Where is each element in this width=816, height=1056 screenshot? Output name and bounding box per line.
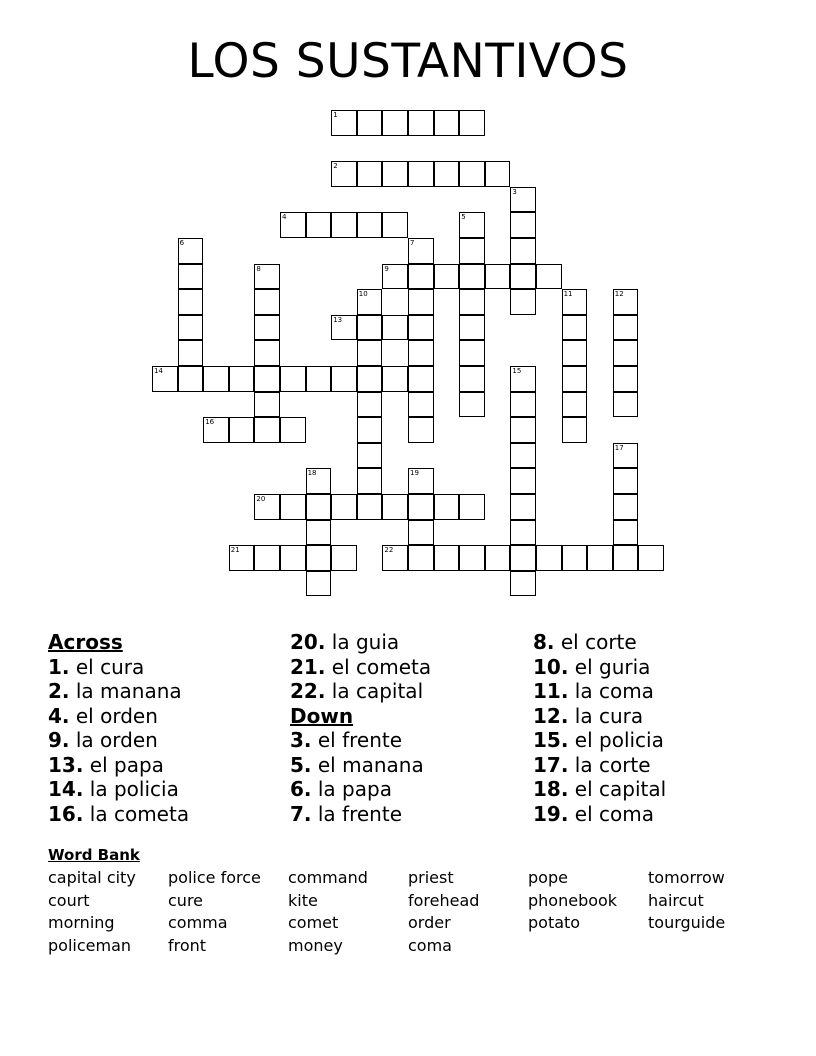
crossword-cell[interactable] bbox=[613, 468, 639, 494]
word-bank-item: forehead bbox=[408, 890, 480, 910]
clue bbox=[290, 753, 431, 778]
clue-number: 7. bbox=[290, 801, 312, 826]
clue-number: 5 bbox=[461, 213, 466, 222]
clue-text: la corte bbox=[568, 752, 651, 777]
clue bbox=[290, 728, 431, 753]
clue-number: 15 bbox=[512, 367, 522, 375]
crossword-cell[interactable] bbox=[562, 417, 588, 443]
crossword-cell[interactable] bbox=[408, 417, 434, 443]
clue-text: el cometa bbox=[325, 654, 432, 679]
clue bbox=[290, 802, 431, 827]
crossword-cell[interactable] bbox=[357, 392, 383, 418]
word-bank-item: policeman bbox=[48, 935, 132, 955]
clue-number: 16 bbox=[205, 418, 215, 427]
clues-column-1 bbox=[48, 630, 189, 826]
crossword-cell[interactable] bbox=[382, 366, 408, 392]
clue bbox=[533, 802, 666, 827]
crossword-cell[interactable] bbox=[613, 289, 639, 315]
word-bank-item: command bbox=[288, 868, 368, 887]
crossword-cell[interactable] bbox=[562, 289, 588, 315]
crossword-cell[interactable] bbox=[536, 264, 562, 290]
crossword-cell[interactable] bbox=[459, 161, 485, 187]
crossword-cell[interactable] bbox=[408, 161, 434, 187]
clue-number: 6 bbox=[179, 239, 185, 247]
crossword-cell[interactable] bbox=[434, 264, 460, 290]
crossword-cell[interactable] bbox=[331, 315, 357, 341]
word-bank-item: front bbox=[168, 935, 207, 955]
crossword-cell[interactable] bbox=[638, 545, 664, 571]
crossword-cell[interactable] bbox=[408, 494, 434, 520]
crossword-cell[interactable] bbox=[459, 289, 485, 315]
clue-number: 7 bbox=[410, 239, 415, 247]
word-bank-item: pope bbox=[528, 868, 568, 887]
crossword-cell[interactable] bbox=[510, 417, 536, 443]
clue-number: 22 bbox=[384, 546, 394, 555]
clue-text: el policia bbox=[568, 728, 664, 752]
clue-number: 21. bbox=[290, 654, 326, 679]
crossword-cell[interactable] bbox=[613, 392, 639, 418]
clue-text: la manana bbox=[69, 679, 182, 703]
crossword-cell[interactable] bbox=[382, 494, 408, 520]
crossword-cell[interactable] bbox=[306, 571, 332, 597]
crossword-cell[interactable] bbox=[510, 238, 536, 264]
clue bbox=[48, 802, 189, 827]
crossword-cell[interactable] bbox=[408, 315, 434, 341]
clue bbox=[48, 777, 189, 802]
crossword-cell[interactable] bbox=[178, 366, 204, 392]
crossword-cell[interactable] bbox=[459, 212, 485, 238]
crossword-cell[interactable] bbox=[613, 340, 639, 366]
crossword-cell[interactable] bbox=[178, 315, 204, 341]
crossword-cell[interactable] bbox=[306, 366, 332, 392]
crossword-cell[interactable] bbox=[510, 571, 536, 597]
crossword-cell[interactable] bbox=[357, 212, 383, 238]
clue-number: 17 bbox=[614, 443, 624, 452]
crossword-cell[interactable] bbox=[459, 110, 485, 136]
word-bank-item: tomorrow bbox=[648, 868, 725, 887]
crossword-cell[interactable] bbox=[510, 264, 536, 290]
crossword-cell[interactable] bbox=[562, 545, 588, 571]
crossword-cell[interactable] bbox=[459, 392, 485, 418]
crossword-cell[interactable] bbox=[178, 340, 204, 366]
word-bank-title: Word Bank bbox=[48, 846, 140, 864]
crossword-cell[interactable] bbox=[459, 366, 485, 392]
crossword-cell[interactable] bbox=[613, 494, 639, 520]
clue-number: 19 bbox=[410, 469, 419, 478]
clue-number: 14. bbox=[48, 777, 84, 801]
clue-number: 9 bbox=[384, 264, 389, 273]
crossword-cell[interactable] bbox=[562, 366, 588, 392]
clue-number: 22. bbox=[290, 679, 326, 703]
crossword-cell[interactable] bbox=[382, 264, 408, 290]
crossword-cell[interactable] bbox=[510, 289, 536, 315]
crossword-cell[interactable] bbox=[229, 366, 255, 392]
crossword-cell[interactable] bbox=[510, 392, 536, 418]
clue-number: 1. bbox=[48, 654, 70, 679]
clue-heading: Across bbox=[48, 630, 123, 654]
crossword-cell[interactable] bbox=[357, 366, 383, 392]
clue-number: 4 bbox=[282, 213, 287, 222]
crossword-cell[interactable] bbox=[382, 161, 408, 187]
crossword-cell[interactable] bbox=[254, 392, 280, 418]
crossword-cell[interactable] bbox=[280, 417, 306, 443]
crossword-cell[interactable] bbox=[408, 520, 434, 546]
crossword-cell[interactable] bbox=[306, 520, 332, 546]
clue bbox=[533, 704, 666, 729]
clue-number: 11 bbox=[563, 290, 573, 299]
crossword-cell[interactable] bbox=[408, 366, 434, 392]
crossword-cell[interactable] bbox=[434, 110, 460, 136]
crossword-cell[interactable] bbox=[562, 340, 588, 366]
crossword-cell[interactable] bbox=[306, 212, 332, 238]
word-bank-item: coma bbox=[408, 935, 452, 955]
crossword-cell[interactable] bbox=[229, 417, 255, 443]
clue bbox=[48, 704, 189, 729]
crossword-cell[interactable] bbox=[357, 161, 383, 187]
clue bbox=[48, 655, 189, 680]
word-bank-item: potato bbox=[528, 913, 581, 933]
crossword-cell[interactable] bbox=[152, 366, 178, 392]
crossword-cell[interactable] bbox=[485, 264, 511, 290]
crossword-cell[interactable] bbox=[203, 417, 229, 443]
clue-text: el capital bbox=[568, 777, 667, 801]
crossword-cell[interactable] bbox=[306, 545, 332, 571]
crossword-cell[interactable] bbox=[408, 289, 434, 315]
crossword-cell[interactable] bbox=[459, 315, 485, 341]
crossword-cell[interactable] bbox=[562, 315, 588, 341]
clue bbox=[533, 728, 666, 753]
crossword-cell[interactable] bbox=[459, 340, 485, 366]
clue-heading: Down bbox=[290, 703, 354, 728]
word-bank-item: phonebook bbox=[528, 890, 618, 910]
crossword-cell[interactable] bbox=[510, 366, 536, 392]
clue-number: 21 bbox=[230, 546, 240, 555]
clue bbox=[533, 777, 666, 802]
crossword-cell[interactable] bbox=[306, 468, 332, 494]
clue-number: 2. bbox=[48, 679, 70, 703]
clue bbox=[290, 655, 431, 680]
crossword-cell[interactable] bbox=[382, 212, 408, 238]
clue-text: el papa bbox=[83, 752, 164, 777]
clue-number: 10. bbox=[533, 654, 569, 679]
clue-number: 17. bbox=[533, 752, 569, 777]
clue bbox=[48, 753, 189, 778]
crossword-cell[interactable] bbox=[510, 545, 536, 571]
crossword-cell[interactable] bbox=[408, 264, 434, 290]
clue-text: el manana bbox=[311, 752, 424, 777]
clue bbox=[48, 679, 189, 704]
clue-number: 5. bbox=[290, 752, 312, 777]
word-bank-item: comma bbox=[168, 913, 228, 933]
crossword-cell[interactable] bbox=[178, 264, 204, 290]
clue-number: 16. bbox=[48, 801, 84, 826]
clue-text: la cometa bbox=[83, 801, 190, 826]
clue-number: 20. bbox=[290, 630, 326, 654]
clue-text: la capital bbox=[325, 679, 424, 703]
crossword-cell[interactable] bbox=[254, 264, 280, 290]
crossword-cell[interactable] bbox=[510, 468, 536, 494]
crossword-cell[interactable] bbox=[280, 366, 306, 392]
crossword-cell[interactable] bbox=[357, 417, 383, 443]
clue-text: el guria bbox=[568, 654, 651, 679]
crossword-cell[interactable] bbox=[613, 366, 639, 392]
crossword-cell[interactable] bbox=[613, 520, 639, 546]
clue bbox=[533, 655, 666, 680]
word-bank-item: police force bbox=[168, 868, 261, 887]
clue-number: 8. bbox=[533, 630, 555, 654]
crossword-cell[interactable] bbox=[254, 494, 280, 520]
crossword-cell[interactable] bbox=[459, 494, 485, 520]
word-bank bbox=[48, 867, 768, 957]
crossword-cell[interactable] bbox=[510, 494, 536, 520]
crossword-cell[interactable] bbox=[229, 545, 255, 571]
clue-number: 11. bbox=[533, 679, 569, 703]
clue-number: 3. bbox=[290, 728, 312, 752]
crossword-cell[interactable] bbox=[280, 212, 306, 238]
crossword-cell[interactable] bbox=[254, 315, 280, 341]
clue-text: la frente bbox=[311, 801, 402, 826]
word-bank-item: morning bbox=[48, 913, 115, 933]
crossword-cell[interactable] bbox=[254, 289, 280, 315]
clue-number: 10 bbox=[358, 290, 368, 299]
clue-number: 13 bbox=[333, 315, 343, 324]
word-bank-item: haircut bbox=[648, 890, 704, 910]
clue-number: 14 bbox=[154, 367, 163, 375]
crossword-cell[interactable] bbox=[331, 545, 357, 571]
crossword-cell[interactable] bbox=[562, 392, 588, 418]
clue bbox=[290, 777, 431, 802]
word-bank-item: priest bbox=[408, 868, 454, 887]
crossword-cell[interactable] bbox=[280, 494, 306, 520]
clue bbox=[290, 630, 431, 655]
crossword-cell[interactable] bbox=[331, 366, 357, 392]
crossword-cell[interactable] bbox=[536, 545, 562, 571]
crossword-cell[interactable] bbox=[357, 443, 383, 469]
crossword-cell[interactable] bbox=[459, 545, 485, 571]
crossword-cell[interactable] bbox=[357, 494, 383, 520]
crossword-cell[interactable] bbox=[382, 110, 408, 136]
word-bank-item: capital city bbox=[48, 868, 136, 887]
clue-number: 3 bbox=[512, 187, 517, 196]
clue-number: 12. bbox=[533, 703, 569, 728]
clues-column-2 bbox=[290, 630, 431, 826]
crossword-cell[interactable] bbox=[331, 212, 357, 238]
clue-text: la guia bbox=[325, 630, 400, 654]
clue-number: 15. bbox=[533, 728, 569, 752]
word-bank-item: court bbox=[48, 890, 90, 910]
clue-text: el corte bbox=[554, 630, 637, 654]
crossword-cell[interactable] bbox=[357, 315, 383, 341]
crossword-cell[interactable] bbox=[613, 545, 639, 571]
clue-text: la cura bbox=[568, 703, 644, 728]
clue bbox=[533, 630, 666, 655]
clue-text: la papa bbox=[311, 777, 392, 801]
word-bank-item: cure bbox=[168, 890, 204, 910]
clue-number: 2 bbox=[333, 162, 338, 171]
clue-text: el orden bbox=[69, 703, 158, 728]
crossword-cell[interactable] bbox=[459, 238, 485, 264]
crossword-cell[interactable] bbox=[408, 110, 434, 136]
crossword-cell[interactable] bbox=[306, 494, 332, 520]
crossword-cell[interactable] bbox=[331, 494, 357, 520]
crossword-cell[interactable] bbox=[254, 545, 280, 571]
crossword-cell[interactable] bbox=[254, 340, 280, 366]
crossword-cell[interactable] bbox=[178, 238, 204, 264]
crossword-cell[interactable] bbox=[510, 520, 536, 546]
clue-text: la coma bbox=[568, 679, 654, 703]
crossword-cell[interactable] bbox=[408, 468, 434, 494]
clue-number: 18 bbox=[307, 469, 317, 478]
clue-number: 8 bbox=[256, 264, 261, 273]
crossword-cell[interactable] bbox=[485, 545, 511, 571]
page-title: LOS SUSTANTIVOS bbox=[187, 34, 629, 89]
clue-number: 1 bbox=[333, 111, 338, 119]
crossword-cell[interactable] bbox=[459, 264, 485, 290]
crossword-cell[interactable] bbox=[331, 110, 357, 136]
clue-number: 6. bbox=[290, 777, 312, 801]
crossword-cell[interactable] bbox=[434, 545, 460, 571]
crossword-cell[interactable] bbox=[331, 161, 357, 187]
crossword-cell[interactable] bbox=[434, 161, 460, 187]
clue-text: la policia bbox=[83, 777, 179, 801]
clue-number: 4. bbox=[48, 703, 70, 728]
crossword-cell[interactable] bbox=[510, 443, 536, 469]
clue bbox=[533, 753, 666, 778]
crossword-cell[interactable] bbox=[203, 366, 229, 392]
clue-number: 18. bbox=[533, 777, 569, 801]
clue-number: 13. bbox=[48, 752, 84, 777]
clue bbox=[533, 679, 666, 704]
crossword-cell[interactable] bbox=[434, 494, 460, 520]
crossword-cell[interactable] bbox=[485, 161, 511, 187]
crossword-cell[interactable] bbox=[408, 340, 434, 366]
crossword-cell[interactable] bbox=[408, 545, 434, 571]
crossword-cell[interactable] bbox=[408, 392, 434, 418]
crossword-cell[interactable] bbox=[280, 545, 306, 571]
crossword-cell[interactable] bbox=[357, 110, 383, 136]
crossword-cell[interactable] bbox=[357, 468, 383, 494]
clue-number: 9. bbox=[48, 728, 70, 752]
clue bbox=[48, 728, 189, 753]
crossword-cell[interactable] bbox=[382, 545, 408, 571]
clue-number: 12 bbox=[614, 290, 624, 299]
crossword-cell[interactable] bbox=[408, 238, 434, 264]
word-bank-item: tourguide bbox=[648, 913, 726, 933]
crossword-cell[interactable] bbox=[178, 289, 204, 315]
clue-text: el frente bbox=[311, 728, 403, 752]
word-bank-item: money bbox=[288, 935, 343, 955]
word-bank-item: comet bbox=[288, 913, 339, 933]
crossword-cell[interactable] bbox=[613, 315, 639, 341]
word-bank-item: order bbox=[408, 913, 451, 933]
clues-column-3 bbox=[533, 630, 666, 826]
clue-text: la orden bbox=[69, 728, 158, 752]
clue-number: 20 bbox=[256, 495, 266, 503]
crossword-cell[interactable] bbox=[510, 187, 536, 213]
clue bbox=[290, 679, 431, 704]
crossword-cell[interactable] bbox=[357, 340, 383, 366]
crossword-cell[interactable] bbox=[254, 417, 280, 443]
crossword-cell[interactable] bbox=[587, 545, 613, 571]
crossword-cell[interactable] bbox=[357, 289, 383, 315]
crossword-cell[interactable] bbox=[510, 212, 536, 238]
clue-number: 19. bbox=[533, 801, 569, 826]
crossword-cell[interactable] bbox=[382, 315, 408, 341]
clue-text: el coma bbox=[568, 801, 654, 826]
word-bank-item: kite bbox=[288, 890, 318, 910]
crossword-cell[interactable] bbox=[254, 366, 280, 392]
clue-text: el cura bbox=[69, 654, 145, 679]
crossword-cell[interactable] bbox=[613, 443, 639, 469]
